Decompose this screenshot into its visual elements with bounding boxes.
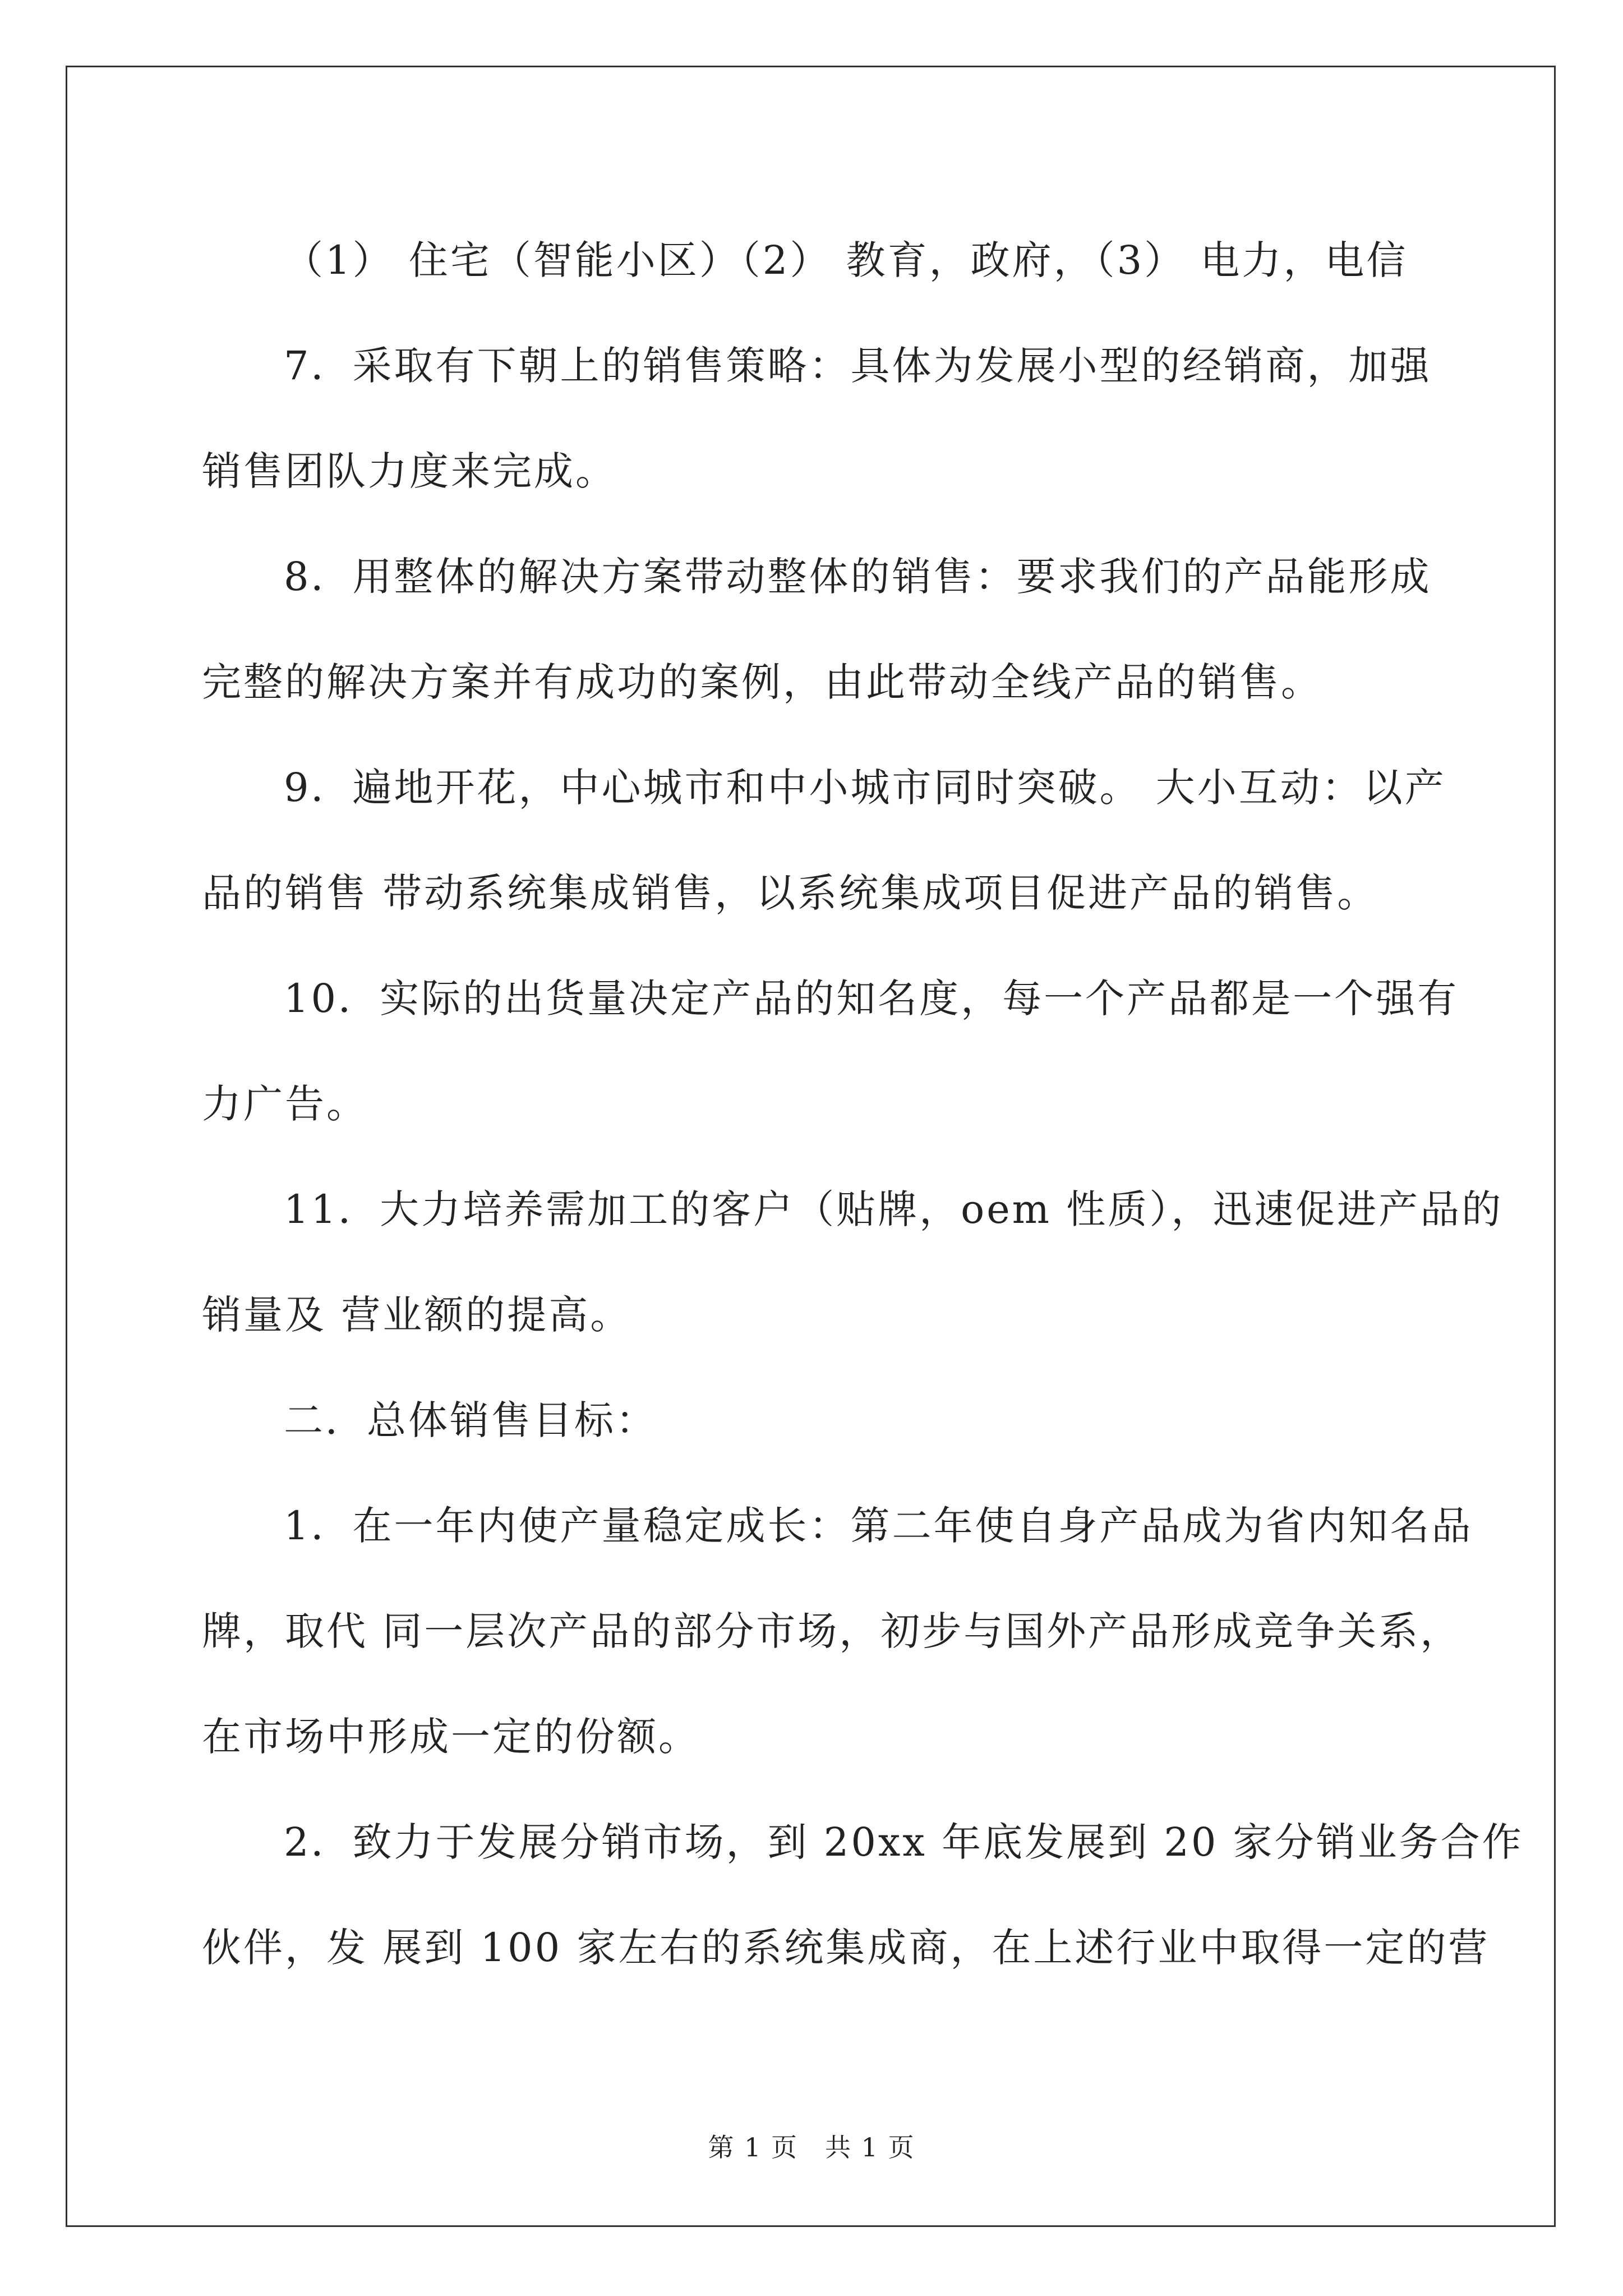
text-line: 2．致力于发展分销市场，到 20xx 年底发展到 20 家分销业务合作 [284,1819,1524,1865]
text-line: 销量及 营业额的提高。 [202,1292,632,1338]
paragraph-item-10 [202,946,1459,1157]
paragraph-target-2 [202,1789,1524,2000]
text-line: 在市场中形成一定的份额。 [202,1714,700,1760]
text-line: 牌，取代 同一层次产品的部分市场，初步与国外产品形成竞争关系， [202,1608,1462,1654]
text-line: 10．实际的出货量决定产品的知名度，每一个产品都是一个强有 [284,976,1459,1022]
text-line: 二．总体销售目标： [284,1397,657,1443]
text-line: 品的销售 带动系统集成销售，以系统集成项目促进产品的销售。 [202,870,1379,916]
document-body [202,208,1524,2000]
text-line: 力广告。 [202,1081,368,1127]
paragraph-item-7 [202,313,1432,524]
text-line: 完整的解决方案并有成功的案例，由此带动全线产品的销售。 [202,659,1322,705]
paragraph-sectors [202,208,1424,313]
paragraph-item-11 [202,1157,1504,1368]
page-footer: 第 1 页 共 1 页 [708,2132,915,2162]
paragraph-item-9 [202,735,1446,946]
text-line: 伙伴，发 展到 100 家左右的系统集成商，在上述行业中取得一定的营 [202,1925,1490,1971]
text-line: 11．大力培养需加工的客户（贴牌，oem 性质），迅速促进产品的 [284,1186,1504,1232]
paragraph-item-8 [202,524,1432,735]
text-line: 8．用整体的解决方案带动整体的销售：要求我们的产品能形成 [284,554,1432,600]
section-heading-sales-targets [202,1368,1424,1473]
paragraph-target-1 [202,1473,1473,1789]
text-line: 9．遍地开花，中心城市和中小城市同时突破。 大小互动：以产 [284,765,1446,811]
text-line: 1．在一年内使产量稳定成长：第二年使自身产品成为省内知名品 [284,1503,1473,1549]
text-line: （1） 住宅（智能小区）（2） 教育，政府，（3） 电力，电信 [284,237,1408,283]
text-line: 销售团队力度来完成。 [202,448,617,494]
text-line: 7．采取有下朝上的销售策略：具体为发展小型的经销商，加强 [284,343,1432,389]
